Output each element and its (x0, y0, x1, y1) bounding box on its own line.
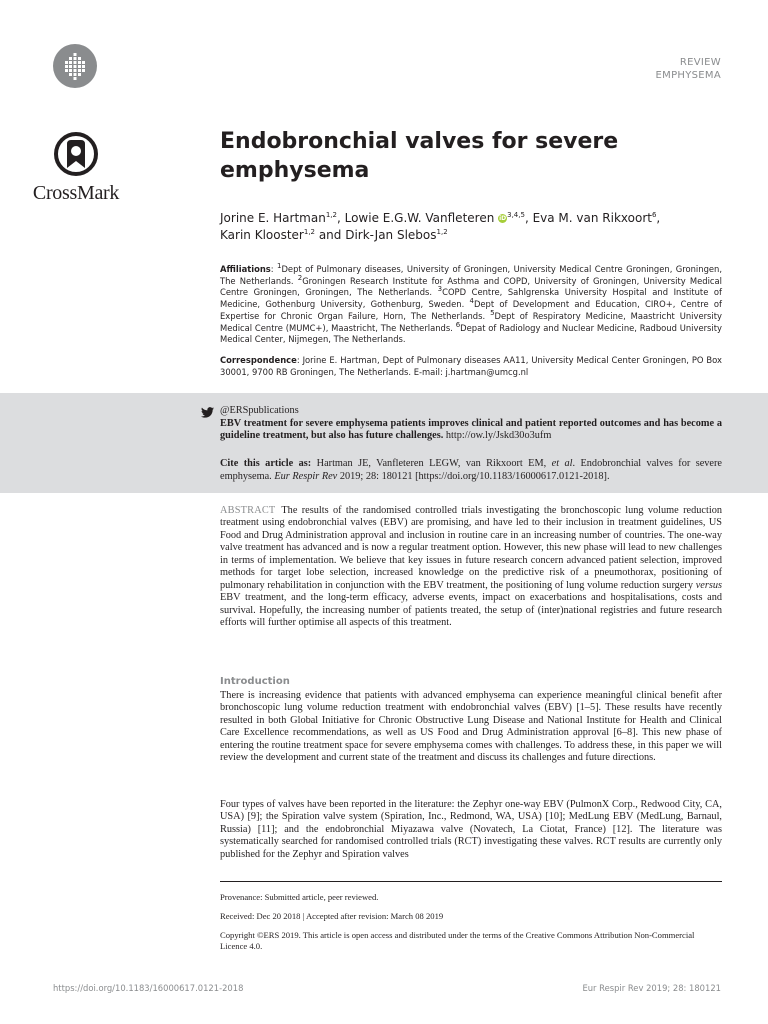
correspondence-label: Correspondence (220, 355, 297, 365)
author-separator: , (656, 211, 661, 225)
article-title: Endobronchial valves for severe emphysema (220, 129, 619, 183)
cite-label: Cite this article as: (220, 458, 312, 469)
correspondence-text: : Jorine E. Hartman, Dept of Pulmonary diseases AA11, University Medical Center Groningen, PO Box 30001, 9700 RB Groningen, The Netherlands. E-mail: j.hartman@umcg.nl (220, 355, 722, 377)
correspondence (220, 355, 722, 378)
provenance-note: Provenance: Submitted article, peer reviewed. (220, 892, 379, 902)
affiliations-sep: : (270, 264, 278, 274)
affil-sup: 4 (469, 297, 474, 306)
abstract-text-b: EBV treatment, and the long-term efficacy, adverse events, impact on exacerbations and hospitalisations, costs and survival. Hopefully, the increasing number of patients treated, the setup of (inter)national registries and future research efforts will further optimise all aspects of this treatment. (220, 592, 722, 629)
tweet-text: EBV treatment for severe emphysema patients improves clinical and patient reported outcomes and has become a guideline treatment, but also has future challenges. (220, 417, 722, 441)
affil-sup: 1 (277, 262, 282, 271)
section-tag-review: REVIEW (679, 57, 721, 68)
cite-authors: Hartman JE, Vanfleteren LEGW, van Rikxoort EM, (311, 458, 552, 469)
tweet-block (220, 405, 722, 443)
affiliations (220, 264, 722, 346)
author-name[interactable]: Karin Klooster (220, 228, 304, 242)
introduction-paragraph-2: Four types of valves have been reported in the literature: the Zephyr one-way EBV (PulmonX Corp., Redwood City, CA, USA) [9]; the Spiration valve system (Spiration, Inc., Redmond, WA, USA) [10]; MedLung EBV (MedLung, Barnaul, Russia) [11]; and the endobronchial Miyazawa valve (Novatech, La Ciotat, France) [12]. The literature was systematically searched for randomised controlled trials (RCT) investigating these valves. RCT results are currently only published for the Zephyr and Spiration valves (220, 799, 722, 860)
crossmark-icon (54, 132, 98, 176)
introduction-heading: Introduction (220, 676, 290, 687)
affil-sup: 6 (455, 320, 461, 329)
cite-journal: Eur Respir Rev (274, 470, 338, 482)
author-affil-sup: 1,2 (325, 211, 337, 219)
affil-text: Dept of Respiratory Medicine, Maastricht University Medical Centre (MUMC+), Maastricht, The Netherlands. (220, 310, 722, 333)
tweet-link[interactable]: http://ow.ly/Jskd30o3ufm (443, 430, 552, 441)
footnote-divider (220, 881, 722, 882)
author-list (220, 210, 722, 244)
affiliations-label: Affiliations (220, 264, 271, 274)
section-tag (656, 56, 721, 82)
abstract-versus: versus (695, 579, 722, 591)
doi-link[interactable]: https://doi.org/10.1183/16000617.0121-2018 (53, 983, 244, 993)
affil-text: Depat of Radiology and Nuclear Medicine, Radboud University Medical Center, Nijmegen, The Netherlands. (220, 322, 722, 345)
cite-block (220, 458, 722, 483)
author-affil-sup: 6 (651, 211, 657, 219)
introduction-paragraph-1: There is increasing evidence that patients with advanced emphysema can experience meaningful clinical benefit after bronchoscopic lung volume reduction treatment with endobronchial valves (EBV) [1–5]. These results have recently resulted in both Global Initiative for Chronic Obstructive Lung Disease and National Institute for Health and Clinical Care Excellence recommendations, as well as US Food and Drug Administration approval [6–8]. This new phase of entering the routine treatment space for severe emphysema comes with challenges. To address these, in this paper we will review the development and current state of the treatment and discuss its challenges and future directions. (220, 690, 722, 764)
author-name[interactable]: Jorine E. Hartman (220, 211, 326, 225)
affil-text: Dept of Pulmonary diseases, University of Groningen, University Medical Centre Groningen, Groningen, The Netherlands. (220, 264, 723, 286)
author-name[interactable]: , Lowie E.G.W. Vanfleteren (336, 211, 499, 225)
twitter-handle-link[interactable]: @ERSpublications (220, 405, 299, 416)
author-affil-sup: 1,2 (303, 228, 315, 236)
author-name[interactable]: , Eva M. van Rikxoort (524, 211, 652, 225)
cite-title: . Endobronchial valves for severe emphysema. (220, 458, 723, 482)
affil-text: Groningen Research Institute for Asthma and COPD, University of Groningen, University Medical Centre Groningen, Groningen, The Netherlands. (220, 275, 723, 298)
affil-text: COPD Centre, Sahlgrenska University Hospital and Institute of Medicine, Gothenburg University, Gothenburg, Sweden. (220, 287, 722, 310)
section-tag-emphysema: EMPHYSEMA (655, 70, 721, 81)
affil-text: Dept of Development and Education, CIRO+, Centre of Expertise for Chronic Organ Failure, Horn, The Netherlands. (220, 299, 722, 321)
received-note: Received: Dec 20 2018 | Accepted after revision: March 08 2019 (220, 911, 444, 921)
ers-logo (53, 44, 97, 88)
abstract-text-a: The results of the randomised controlled trials investigating the bronchoscopic lung volume reduction treatment using endobronchial valves (EBV) are promising, and have led to their inclusion in treatment guidelines, US Food and Drug Administration approval and inclusion in routine care in an increasing number of countries. The one-way valve treatment has advanced and is now a regular treatment option. However, this new phase will lead to new challenges in terms of implementation. We believe that key issues in future research concern advanced patient selection, improved methods for target lobe selection, increased knowledge on the predictive risk of a pneumothorax, positioning of pulmonary rehabilitation in conjunction with the EBV treatment, the positioning of lung volume reduction surgery (220, 505, 722, 591)
crossmark-badge[interactable] (30, 132, 122, 205)
author-affil-sup: 1,2 (436, 228, 448, 236)
journal-reference: Eur Respir Rev 2019; 28: 180121 (582, 983, 721, 993)
cite-ref[interactable]: 2019; 28: 180121 [https://doi.org/10.1183/16000617.0121-2018]. (337, 470, 610, 482)
author-name[interactable]: and Dirk-Jan Slebos (315, 228, 437, 242)
orcid-icon[interactable]: iD (499, 215, 507, 222)
affil-sup: 2 (297, 273, 303, 282)
copyright-note: Copyright ©ERS 2019. This article is open access and distributed under the terms of the Creative Commons Attribution Non-Commercial Licence 4.0. (220, 930, 695, 951)
cite-etal: et al (551, 458, 573, 469)
twitter-icon[interactable] (201, 405, 214, 416)
abstract (220, 505, 722, 630)
affil-sup: 5 (490, 309, 495, 318)
affil-sup: 3 (437, 285, 443, 294)
author-affil-sup: 3,4,5 (507, 211, 525, 219)
abstract-label: ABSTRACT (220, 505, 276, 516)
crossmark-label: CrossMark (32, 182, 120, 204)
